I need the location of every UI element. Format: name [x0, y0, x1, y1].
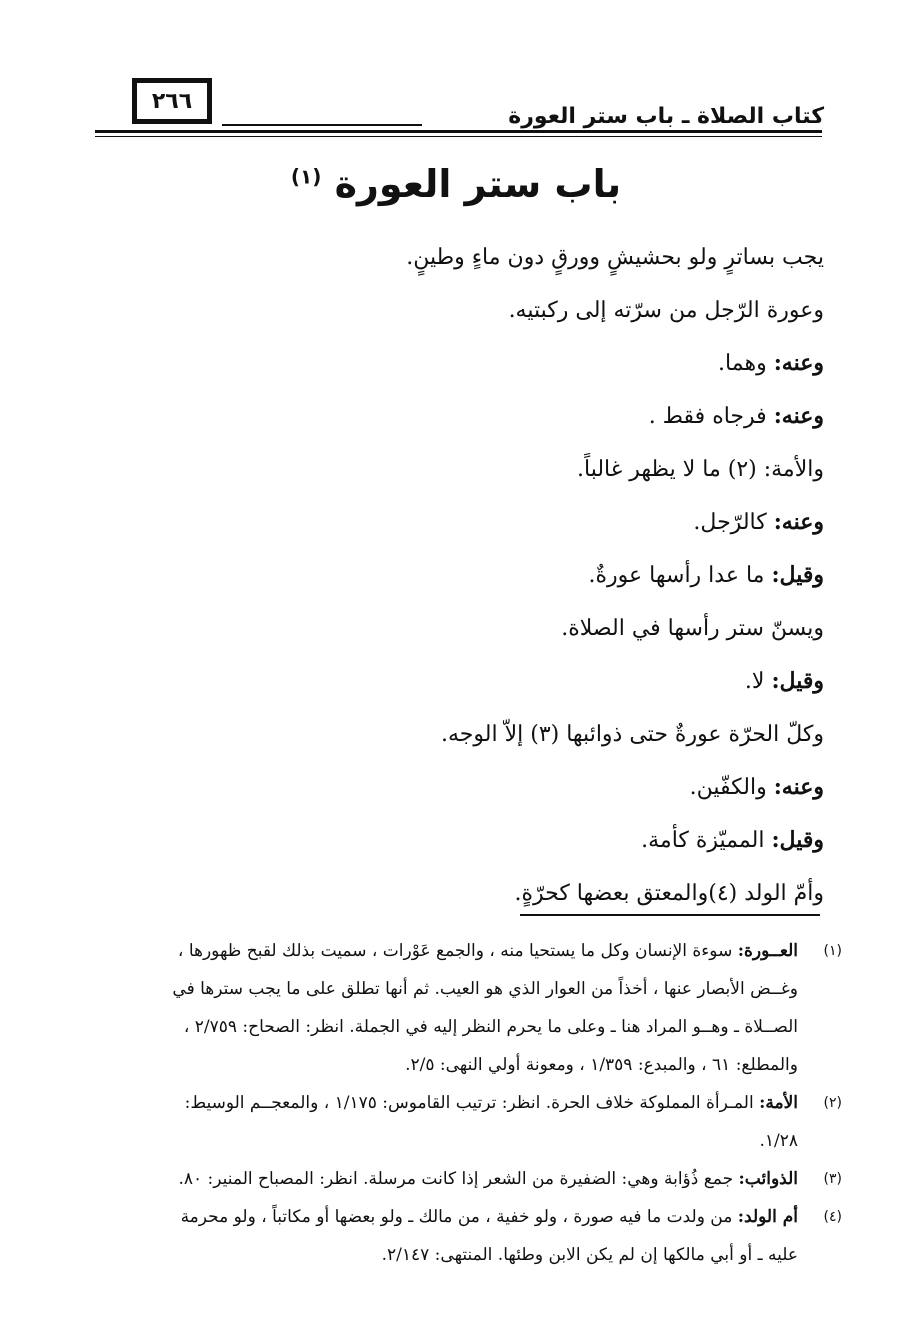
footnote-line: الأمة: المـرأة المملوكة خلاف الحرة. انظر: ترتيب القاموس: ١/١٧٥ ، والمعجــم الوسيط:: [184, 1093, 798, 1113]
body-line: وعنه: كالرّجل.: [693, 509, 824, 535]
body-line: وعورة الرّجل من سرّته إلى ركبتيه.: [508, 298, 824, 323]
body-line: يجب بساترٍ ولو بحشيشٍ وورقٍ دون ماءٍ وطينٍ.: [406, 245, 824, 270]
footnote-line: والمطلع: ٦١ ، والمبدع: ١/٣٥٩ ، ومعونة أولي النهى: ٢/٥.: [405, 1055, 798, 1075]
body-text: [94, 234, 824, 923]
chapter-footnote-ref: (١): [290, 164, 322, 189]
footnote-line: العــورة: سوءة الإنسان وكل ما يستحيا منه ، والجمع عَوْرات ، سميت بذلك لقبح ظهورها ،: [177, 941, 798, 961]
body-line: وأمّ الولد (٤)والمعتق بعضها كحرّةٍ.: [514, 881, 824, 906]
page-number-text: ٢٦٦: [151, 88, 193, 114]
page-number: [132, 78, 212, 124]
footnote-line: الذوائب: جمع ذُؤابة وهي: الضفيرة من الشعر إذا كانت مرسلة. انظر: المصباح المنير: ٨٠.: [178, 1169, 798, 1189]
chapter-title: [0, 162, 912, 206]
footnote-separator: [520, 914, 820, 916]
body-line: وقيل: المميّزة كأمة.: [641, 827, 824, 853]
body-line: وكلّ الحرّة عورةٌ حتى ذوائبها (٣) إلاّ الوجه.: [441, 722, 824, 747]
footnotes: [80, 932, 842, 1274]
footnote-line: الصــلاة ـ وهــو المراد هنا ـ وعلى ما يحرم النظر إليه في الجملة. انظر: الصحاح: ٢/٧٥٩ ،: [183, 1017, 798, 1037]
body-line: وعنه: وهما.: [718, 350, 824, 376]
running-header: كتاب الصلاة ـ باب ستر العورة: [508, 104, 824, 129]
body-line: وقيل: لا.: [744, 668, 824, 694]
header-rule-thick: [95, 130, 822, 133]
footnote-3: [80, 1160, 842, 1198]
footnote-1: [80, 932, 842, 1084]
body-line: وعنه: والكفّين.: [689, 774, 824, 800]
header-leader-line: [222, 124, 422, 126]
footnote-2: [80, 1084, 842, 1160]
body-line: وعنه: فرجاه فقط .: [648, 403, 824, 429]
footnote-number: (١): [823, 943, 842, 959]
footnote-4: [80, 1198, 842, 1274]
footnote-line: ١/٢٨.: [759, 1131, 798, 1151]
body-line: وقيل: ما عدا رأسها عورةٌ.: [588, 562, 824, 588]
body-line: ويسنّ ستر رأسها في الصلاة.: [561, 616, 824, 641]
footnote-line: عليه ـ أو أبي مالكها إن لم يكن الابن وطئها. المنتهى: ٢/١٤٧.: [381, 1245, 798, 1265]
body-line: والأمة: (٢) ما لا يظهر غالباً.: [577, 457, 824, 482]
footnote-number: (٢): [823, 1095, 842, 1111]
chapter-title-text: باب ستر العورة: [334, 162, 622, 206]
footnote-number: (٤): [823, 1209, 842, 1225]
footnote-number: (٣): [823, 1171, 842, 1187]
header-rule-thin: [95, 136, 822, 137]
footnote-line: أم الولد: من ولدت ما فيه صورة ، ولو خفية ، من مالك ـ ولو بعضها أو مكاتباً ، ولو محرمة: [180, 1207, 798, 1227]
footnote-line: وغــض الأبصار عنها ، أخذاً من العوار الذي هو العيب. ثم أنها تطلق على ما يجب سترها في: [172, 979, 798, 999]
